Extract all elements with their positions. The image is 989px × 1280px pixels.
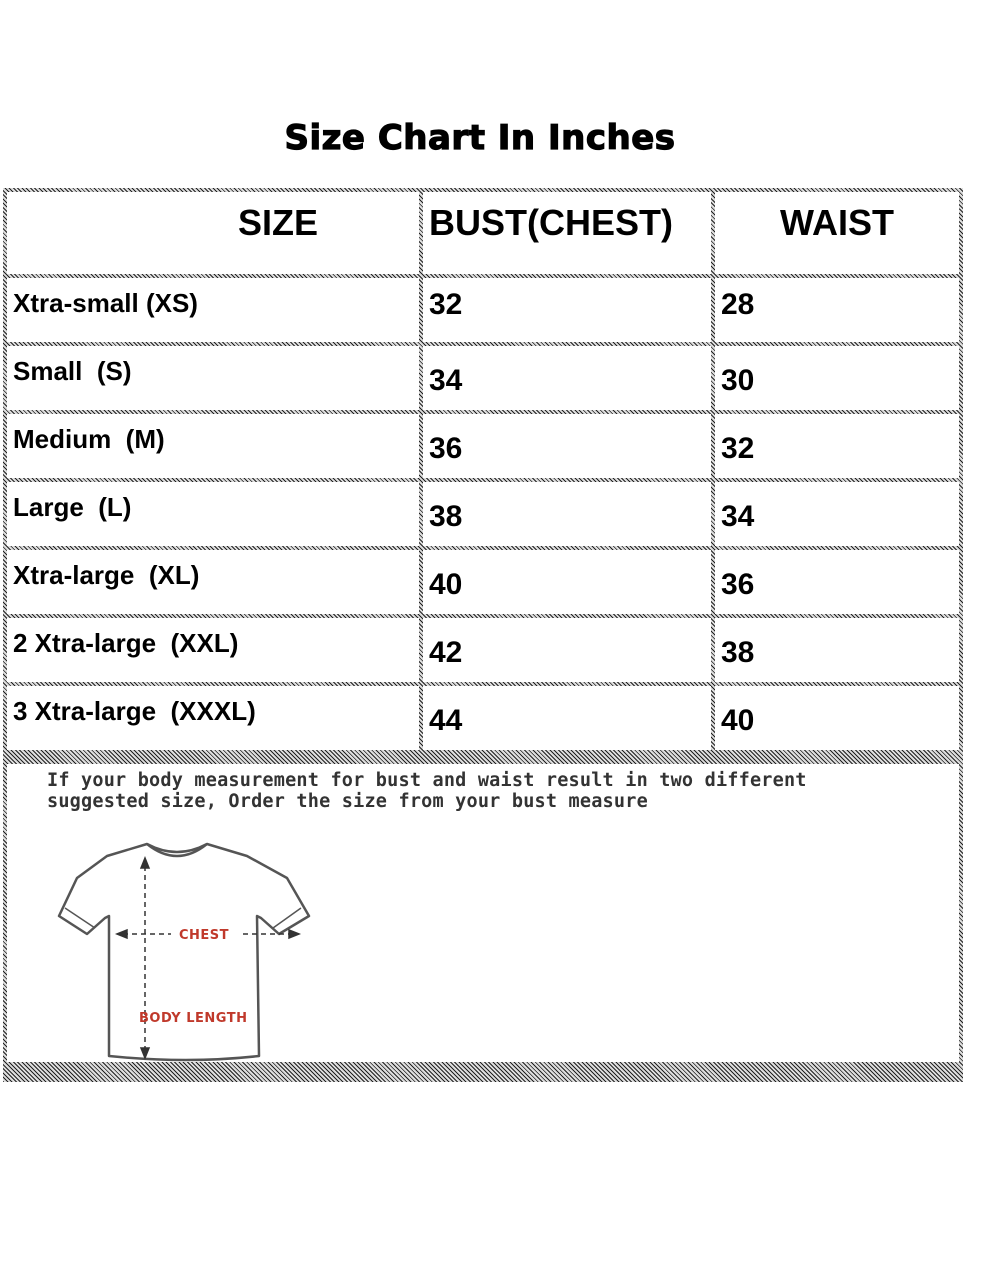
waist-value: 38 (715, 618, 959, 682)
waist-value: 28 (715, 278, 959, 342)
size-label: Large (L) (7, 482, 419, 546)
bust-value: 34 (423, 346, 711, 410)
page-title: Size Chart In Inches (284, 118, 676, 158)
size-label: 3 Xtra-large (XXXL) (7, 686, 419, 750)
tshirt-measurement-diagram (47, 838, 367, 1068)
waist-value: 30 (715, 346, 959, 410)
size-label: Small (S) (7, 346, 419, 410)
bust-value: 40 (423, 550, 711, 614)
header-bust: BUST(CHEST) (423, 192, 711, 274)
bust-value: 38 (423, 482, 711, 546)
bust-value: 32 (423, 278, 711, 342)
body-length-label: BODY LENGTH (139, 1011, 248, 1026)
size-label: Xtra-small (XS) (7, 278, 419, 342)
bust-value: 44 (423, 686, 711, 750)
waist-value: 36 (715, 550, 959, 614)
tshirt-outline-icon (59, 844, 309, 1060)
note-line-1: If your body measurement for bust and waist result in two different (47, 770, 807, 791)
bust-value: 36 (423, 414, 711, 478)
header-size: SIZE (7, 192, 419, 274)
measurement-note (47, 770, 947, 812)
measurement-info-panel (7, 764, 959, 1062)
waist-value: 34 (715, 482, 959, 546)
size-label: Xtra-large (XL) (7, 550, 419, 614)
body-length-arrow-icon (141, 858, 149, 1058)
size-grid (7, 192, 959, 750)
size-label: Medium (M) (7, 414, 419, 478)
size-chart-table (3, 188, 963, 1082)
waist-value: 40 (715, 686, 959, 750)
waist-value: 32 (715, 414, 959, 478)
size-label: 2 Xtra-large (XXL) (7, 618, 419, 682)
bust-value: 42 (423, 618, 711, 682)
note-line-2: suggested size, Order the size from your bust measure (47, 791, 648, 812)
header-waist: WAIST (715, 192, 959, 274)
chest-label: CHEST (179, 928, 230, 943)
